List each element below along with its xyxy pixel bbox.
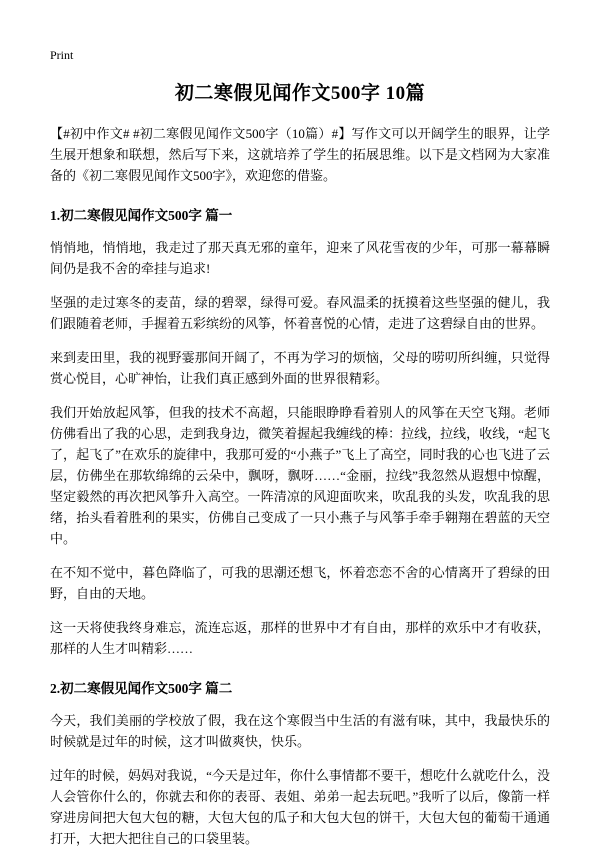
paragraph: 我们开始放起风筝，但我的技术不高超，只能眼睁睁看着别人的风筝在天空飞翔。老师仿佛看出了我的心思，走到我身边，微笑着握起我缠线的棒：拉线，拉线，收线，“起飞了，起飞了”在欢乐的旋律中，我那可爱的“小燕子”飞上了高空，同时我的心也飞进了云层，仿佛坐在那软绵绵的云朵中，飘呀，飘呀……“金丽，拉线”我忽然从遐想中惊醒，坚定毅然的再次把风筝升入高空。一阵清凉的风迎面吹来，吹乱我的头发，吹乱我的思绪，抬头看着胜利的果实，仿佛自己变成了一只小燕子与风筝手牵手翱翔在碧蓝的天空中。 bbox=[50, 405, 550, 546]
section-heading-2: 2.初二寒假见闻作文500字 篇二 bbox=[50, 681, 233, 696]
paragraph: 悄悄地，悄悄地，我走过了那天真无邪的童年，迎来了风花雪夜的少年，可那一幕幕瞬间仍是我不舍的牵挂与追求! bbox=[50, 240, 550, 276]
document-content bbox=[50, 78, 550, 862]
paragraph: 来到麦田里，我的视野霎那间开阔了，不再为学习的烦恼，父母的唠叨所纠缠，只觉得赏心悦目，心旷神怡，让我们真正感到外面的世界很精彩。 bbox=[50, 350, 550, 386]
paragraph: 今天，我们美丽的学校放了假，我在这个寒假当中生活的有滋有味，其中，我最快乐的时候就是过年的时候，这才叫做爽快，快乐。 bbox=[50, 713, 550, 749]
paragraph: 这一天将使我终身难忘，流连忘返，那样的世界中才有自由，那样的欢乐中才有收获，那样的人生才叫精彩…… bbox=[50, 620, 550, 656]
paragraph: 在不知不觉中，暮色降临了，可我的思潮还想飞，怀着恋恋不舍的心情离开了碧绿的田野，自由的天地。 bbox=[50, 565, 550, 601]
paragraph: 过年的时候，妈妈对我说，“今天是过年，你什么事情都不要干，想吃什么就吃什么，没人会管你什么的，你就去和你的表哥、表姐、弟弟一起去玩吧。”我听了以后，像箭一样穿进房间把大包大包的糖，大包大包的瓜子和大包大包的饼干，大包大包的葡萄干通通打开，大把大把往自己的口袋里装。 bbox=[50, 768, 550, 846]
section-heading-1: 1.初二寒假见闻作文500字 篇一 bbox=[50, 208, 233, 223]
page-title: 初二寒假见闻作文500字 10篇 bbox=[174, 83, 426, 104]
print-button[interactable]: Print bbox=[50, 48, 74, 62]
intro-paragraph: 【#初中作文# #初二寒假见闻作文500字（10篇）#】写作文可以开阔学生的眼界，让学生展开想象和联想，然后写下来，这就培养了学生的拓展思维。以下是文档网为大家准备的《初二寒假见闻作文500字》，欢迎您的借鉴。 bbox=[50, 126, 550, 183]
paragraph: 坚强的走过寒冬的麦苗，绿的碧翠，绿得可爱。春风温柔的抚摸着这些坚强的健儿，我们跟随着老师，手握着五彩缤纷的风筝，怀着喜悦的心情，走进了这碧绿自由的世界。 bbox=[50, 295, 550, 331]
